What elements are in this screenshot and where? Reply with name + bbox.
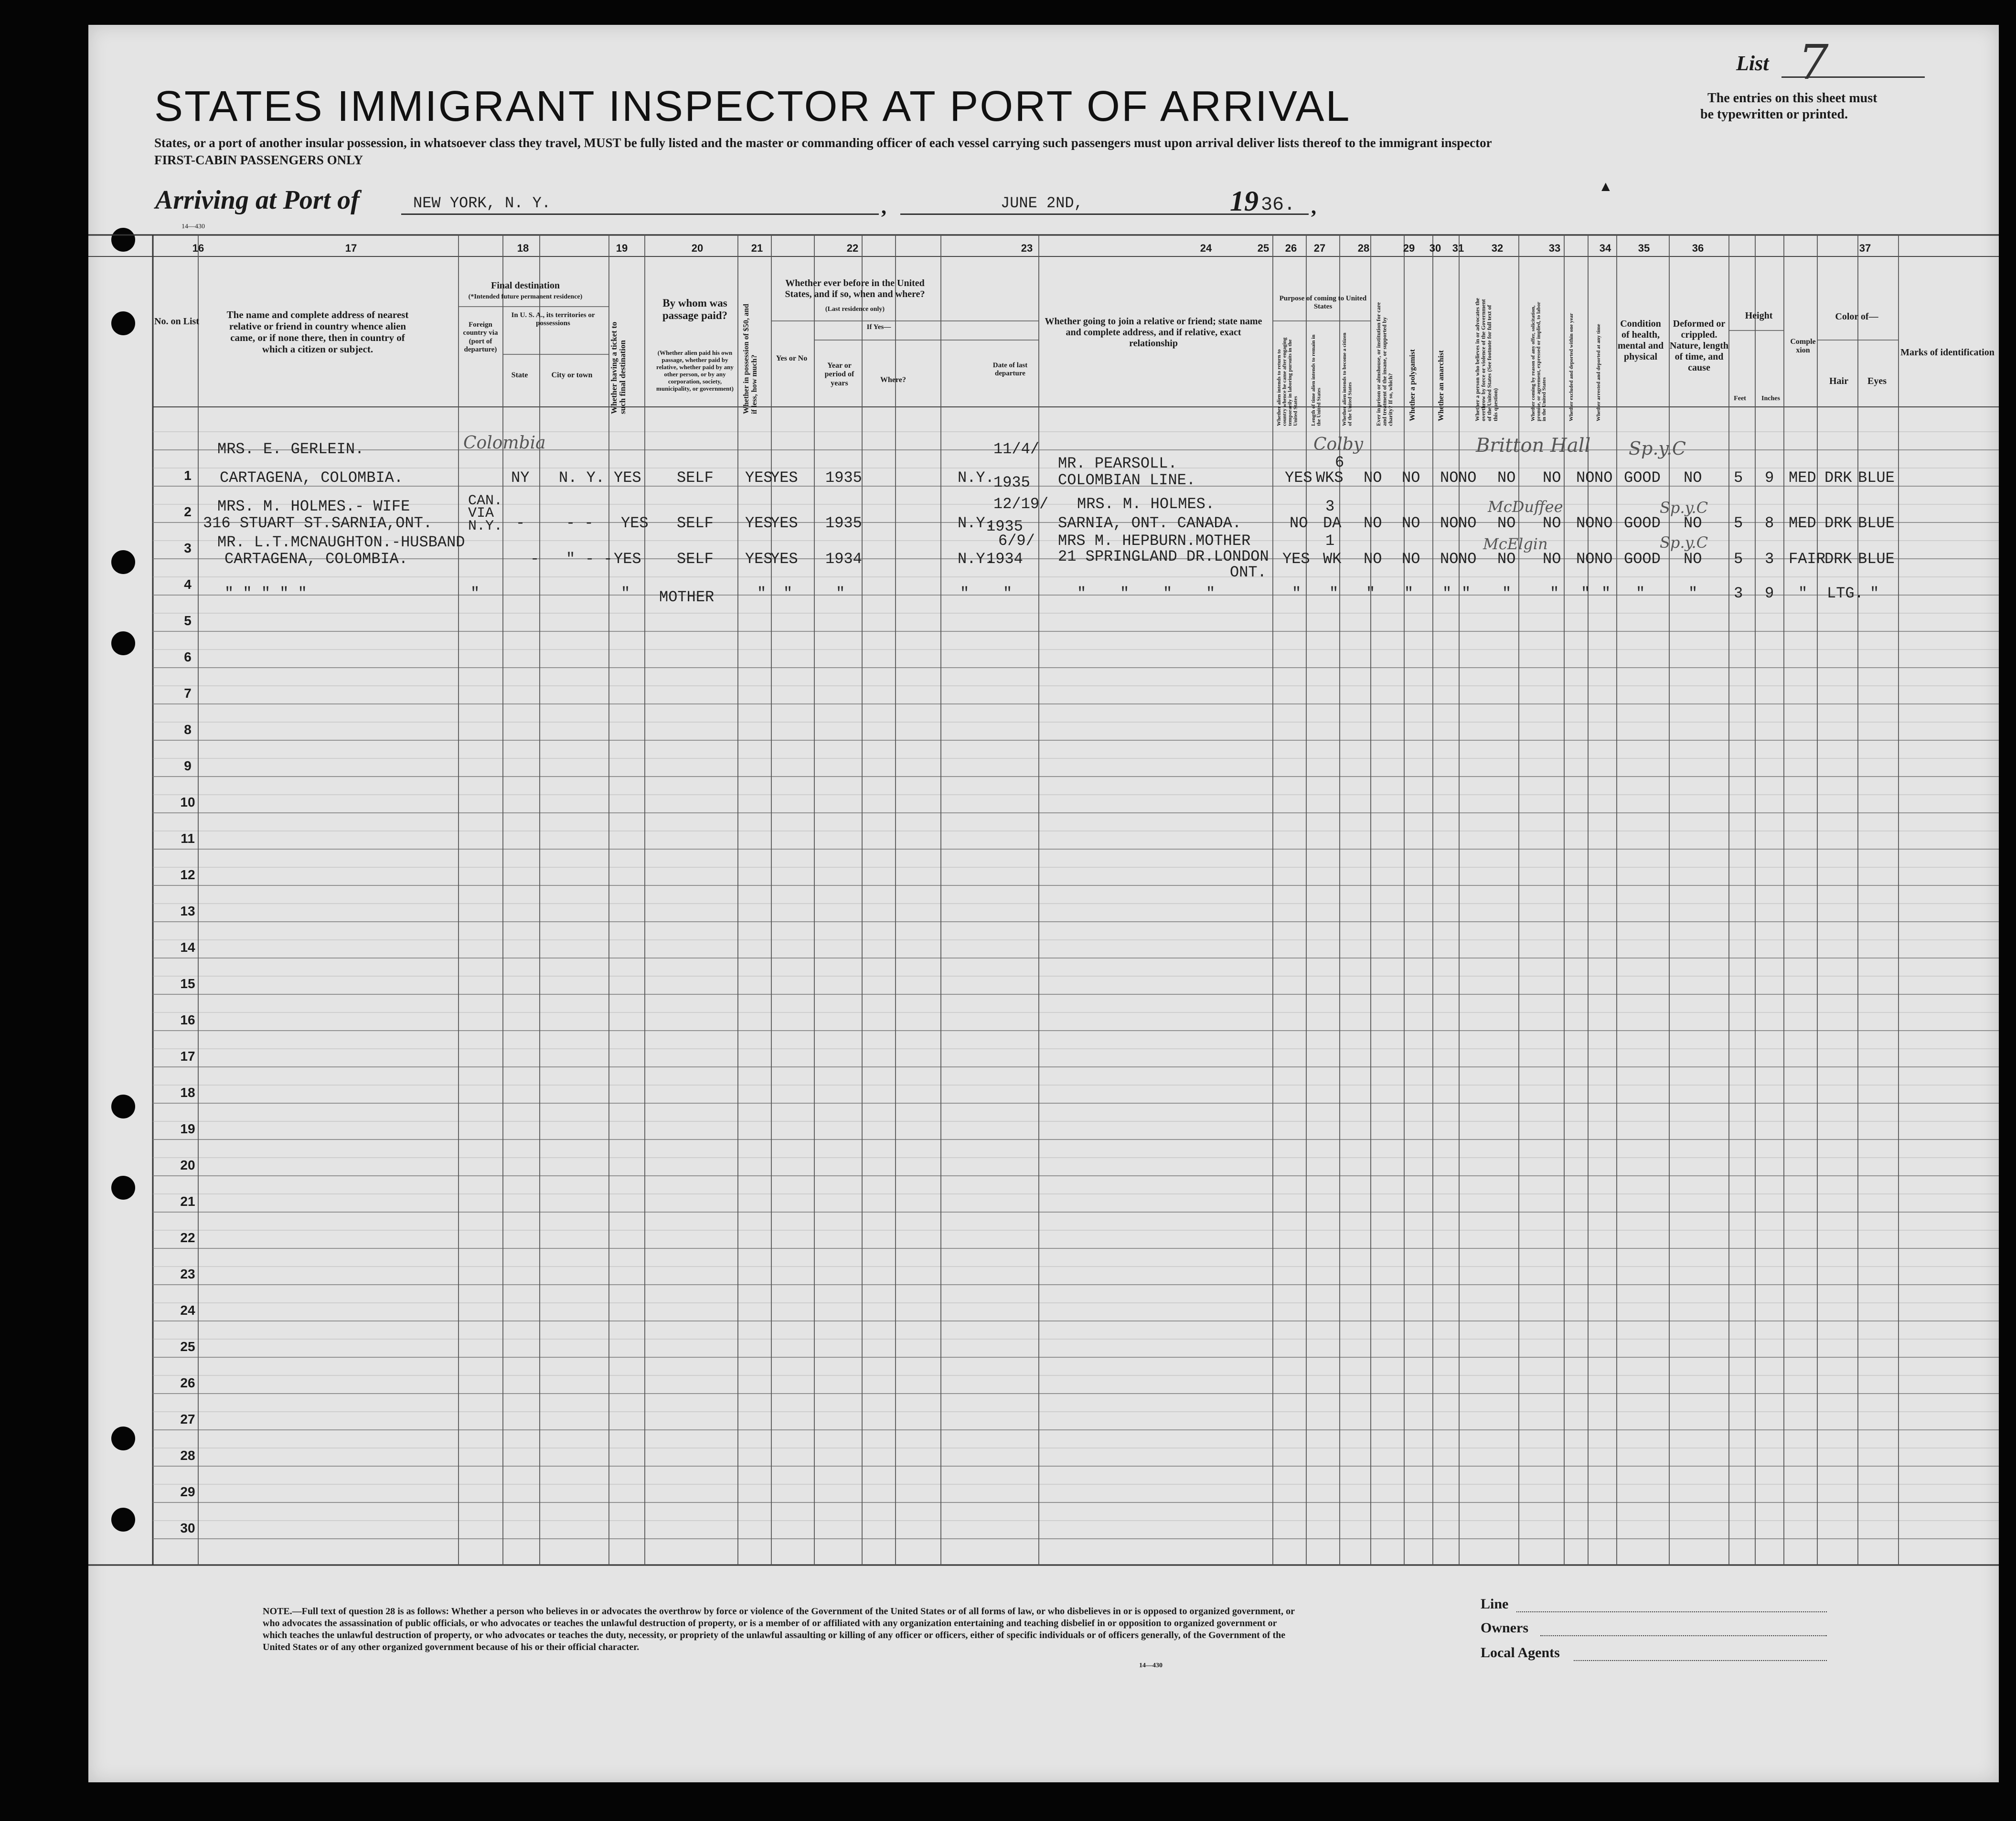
colnum-26: 26 — [1285, 242, 1297, 254]
row3-before: YES — [770, 550, 798, 568]
row-number: 12 — [180, 867, 195, 882]
colnum-37: 37 — [1859, 242, 1871, 254]
row3-complexion: FAIR — [1789, 550, 1825, 568]
row-number: 6 — [184, 650, 192, 664]
row-number: 5 — [184, 613, 192, 628]
handwriting-inspector-1: Sp.y.C — [1629, 438, 1686, 459]
row3-city: - - — [585, 550, 613, 568]
header-marks: Marks of identification — [1900, 347, 1995, 358]
row1-relative-address: CARTAGENA, COLOMBIA. — [220, 469, 404, 487]
manifest-grid — [88, 25, 1999, 1782]
row1-hair: DRK — [1824, 469, 1852, 487]
header-arrested: Whether arrested and deported at any time — [1596, 324, 1601, 421]
row4-hair: LTG. — [1827, 585, 1864, 602]
row4-ditto-ticket: " — [621, 585, 630, 602]
header-purpose-citizen: Whether alien intends to become a citizen of the United States — [1342, 332, 1353, 426]
row4-ditto-overthrow: " — [1502, 585, 1512, 602]
row-number: 26 — [180, 1375, 195, 1390]
header-state: State — [511, 371, 528, 379]
row-number: 27 — [180, 1412, 195, 1427]
colnum-32: 32 — [1491, 242, 1504, 254]
list-label: List — [1736, 52, 1769, 75]
colnum-31: 31 — [1452, 242, 1464, 254]
row2-city: - - — [566, 514, 594, 532]
row3-relative-address: CARTAGENA, COLOMBIA. — [224, 550, 408, 568]
header-fifty-dollars: Whether in possession of $50, and if less, how much? — [742, 304, 758, 414]
row4-ditto-length: " — [1329, 585, 1339, 602]
row1-foreign-handwritten: Colombia — [463, 433, 546, 453]
row2-date-bottom: 1935 — [986, 518, 1023, 535]
row4-ditto-arrested: " — [1601, 585, 1611, 602]
colnum-21: 21 — [751, 242, 763, 254]
row2-inches: 8 — [1765, 514, 1774, 532]
row4-ditto-eyes: " — [1870, 585, 1879, 602]
row2-relative-address: 316 STUART ST.SARNIA,ONT. — [203, 514, 433, 532]
row4-ditto-anarchist: " — [1461, 585, 1471, 602]
handwriting-name-row2: McDuffee — [1488, 498, 1563, 516]
row4-ditto-polygamist: " — [1442, 585, 1452, 602]
row4-ditto-foreign: " — [470, 585, 480, 602]
footer-line-label: Line — [1481, 1596, 1509, 1612]
header-city: City or town — [551, 371, 593, 379]
row1-citizen: NO — [1364, 469, 1382, 487]
colnum-27: 27 — [1313, 242, 1326, 254]
row1-date-bottom: 1935 — [993, 474, 1030, 491]
header-feet: Feet — [1734, 395, 1746, 402]
row-number: 23 — [180, 1267, 195, 1281]
footer-agents-rule — [1574, 1660, 1827, 1661]
row1-length-bottom: WKS — [1316, 469, 1344, 487]
row4-ditto-prison: " — [1404, 585, 1414, 602]
row3-citizen: NO — [1364, 550, 1382, 568]
row4-ditto-before: " — [783, 585, 793, 602]
row3-paid: SELF — [677, 550, 714, 568]
header-ever-before: Whether ever before in the United States, and if so, when and where? — [785, 278, 925, 299]
row2-length-top: 3 — [1325, 498, 1335, 515]
colnum-35: 35 — [1638, 242, 1650, 254]
row-number: 24 — [180, 1303, 195, 1318]
header-height: Height — [1745, 310, 1773, 321]
row-number: 18 — [180, 1085, 195, 1100]
row1-arrested: NO — [1594, 469, 1613, 487]
handwriting-name-row3: McElgin — [1483, 535, 1548, 553]
row2-paid: SELF — [677, 514, 714, 532]
row2-foreign-bottom: VIA N.Y. — [468, 505, 503, 534]
row-number: 29 — [180, 1484, 195, 1499]
row3-ticket: YES — [614, 550, 641, 568]
header-in-usa: In U. S. A., its territories or possessions — [511, 311, 595, 328]
row4-ditto-purpose: " — [1292, 585, 1301, 602]
row2-complexion: MED — [1789, 514, 1816, 532]
header-ever-before-sub: (Last residence only) — [825, 306, 885, 313]
row2-prison: NO — [1402, 514, 1420, 532]
row4-ditto-fifty: " — [757, 585, 767, 602]
colnum-25: 25 — [1257, 242, 1269, 254]
row-number: 28 — [180, 1448, 195, 1463]
row4-ditto-name: " " " " " — [224, 585, 307, 602]
row3-overthrow: NO — [1497, 550, 1516, 568]
header-inches: Inches — [1761, 395, 1780, 402]
header-prison: Ever in prison or almshouse, or institution for care and treatment of the insane, or supported by charity? If so, which? — [1375, 302, 1394, 426]
row4-ditto-offer: " — [1550, 585, 1559, 602]
row1-eyes: BLUE — [1858, 469, 1895, 487]
header-going-to-join: Whether going to join a relative or friend; state name and complete address, and if relative, exact relationship — [1045, 316, 1262, 349]
row2-state: - — [516, 514, 525, 532]
row-number: 16 — [180, 1012, 195, 1027]
row2-year: 1935 — [825, 514, 862, 532]
row1-before: YES — [770, 469, 798, 487]
row4-ditto-join-2: " — [1120, 585, 1130, 602]
row1-length-top: 6 — [1335, 454, 1344, 471]
colnum-28: 28 — [1357, 242, 1370, 254]
row2-before: YES — [770, 514, 798, 532]
header-anarchist: Whether an anarchist — [1437, 350, 1445, 421]
row2-ticket: YES — [621, 514, 649, 532]
row2-health: GOOD — [1624, 514, 1661, 532]
row2-eyes: BLUE — [1858, 514, 1895, 532]
year-prefix: 19 — [1230, 185, 1259, 217]
row4-ditto-join-1: " — [1077, 585, 1087, 602]
row2-relative-name: MRS. M. HOLMES.- WIFE — [217, 498, 410, 515]
row-number: 7 — [184, 686, 192, 701]
row3-deformed: NO — [1684, 550, 1702, 568]
row3-where: N.Y. — [958, 550, 994, 568]
page-title: STATES IMMIGRANT INSPECTOR AT PORT OF ARRIVAL — [154, 83, 1351, 130]
header-relative: The name and complete address of nearest relative or friend in country whence alien came, or if none there, then in country of which a citizen or subject. — [226, 309, 409, 355]
row4-ditto-health: " — [1636, 585, 1645, 602]
pin-mark: ▲ — [1599, 179, 1613, 194]
form-code: 14—430 — [181, 223, 205, 230]
row-number: 1 — [184, 468, 192, 483]
row2-length-bottom: DA — [1323, 514, 1342, 532]
row2-excluded: NO — [1576, 514, 1595, 532]
row1-fifty: YES — [745, 469, 773, 487]
row-number: 15 — [180, 976, 195, 991]
row3-prison: NO — [1402, 550, 1420, 568]
colnum-17: 17 — [345, 242, 357, 254]
header-polygamist: Whether a polygamist — [1408, 349, 1417, 421]
row-number: 9 — [184, 758, 192, 773]
colnum-34: 34 — [1599, 242, 1611, 254]
row1-prison: NO — [1402, 469, 1420, 487]
row1-ticket: YES — [614, 469, 641, 487]
header-excluded: Whether excluded and deported within one year — [1568, 313, 1574, 421]
row1-feet: 5 — [1734, 469, 1743, 487]
row4-ditto-where: " — [960, 585, 970, 602]
header-date-departure: Date of last departure — [992, 362, 1028, 378]
row2-join-top: MRS. M. HOLMES. — [1077, 495, 1215, 513]
row-number: 3 — [184, 541, 192, 555]
row3-length-top: 1 — [1325, 532, 1335, 550]
comma-1: , — [881, 195, 886, 218]
footer-line-rule — [1516, 1611, 1827, 1612]
row3-join-top: MRS M. HEPBURN.MOTHER — [1058, 532, 1251, 550]
header-no-on-list: No. on List — [154, 316, 199, 327]
row2-polygamist: NO — [1440, 514, 1459, 532]
row3-purpose: YES — [1282, 550, 1310, 568]
header-foreign-country: Foreign country via (port of departure) — [463, 321, 498, 353]
colnum-19: 19 — [616, 242, 628, 254]
arriving-label: Arriving at Port of — [155, 185, 360, 215]
row1-city: N. Y. — [559, 469, 605, 487]
row4-ditto-complexion: " — [1798, 585, 1808, 602]
header-eyes: Eyes — [1867, 376, 1887, 386]
handwriting-inspector-3: Sp.y.C — [1660, 533, 1708, 552]
header-final-destination-sub: (*Intended future permanent residence) — [468, 293, 583, 300]
row1-purpose: YES — [1285, 469, 1312, 487]
handwriting-length-annotation: Colby — [1313, 435, 1364, 454]
colnum-22: 22 — [846, 242, 859, 254]
row3-inches: 3 — [1765, 550, 1774, 568]
row3-join-extra: ONT. — [1230, 564, 1267, 581]
header-purpose: Purpose of coming to United States — [1279, 295, 1367, 311]
colnum-18: 18 — [517, 242, 529, 254]
row2-citizen: NO — [1364, 514, 1382, 532]
row1-anarchist: NO — [1458, 469, 1477, 487]
row3-arrested: NO — [1594, 550, 1613, 568]
row4-ditto-excluded: " — [1581, 585, 1590, 602]
footer-agents-label: Local Agents — [1481, 1645, 1560, 1661]
row3-year: 1934 — [825, 550, 862, 568]
row2-feet: 5 — [1734, 514, 1743, 532]
row1-health: GOOD — [1624, 469, 1661, 487]
header-ticket: Whether having a ticket to such final destination — [609, 321, 627, 414]
header-deformed: Deformed or crippled. Nature, length of time, and cause — [1670, 319, 1728, 373]
row4-ditto-citizen: " — [1366, 585, 1376, 602]
date-value: JUNE 2ND, — [1001, 194, 1083, 212]
header-hair: Hair — [1829, 376, 1848, 386]
row3-join-bottom: 21 SPRINGLAND DR.LONDON — [1058, 548, 1269, 565]
row4-ditto-join-4: " — [1206, 585, 1216, 602]
header-final-destination: Final destination — [491, 280, 560, 291]
colnum-24: 24 — [1200, 242, 1212, 254]
instructions-line1: The entries on this sheet must — [1707, 91, 1877, 106]
row1-join-top: MR. PEARSOLL. — [1058, 455, 1177, 472]
row-number: 20 — [180, 1158, 195, 1172]
header-year: Year or period of years — [824, 362, 854, 387]
row1-relative-name: MRS. E. GERLEIN. — [217, 440, 364, 458]
handwriting-name-annotation: Britton Hall — [1476, 435, 1591, 457]
row2-foreign-top: CAN. — [468, 493, 503, 509]
row-number: 21 — [180, 1194, 195, 1209]
subtitle-line1: States, or a port of another insular possession, in whatsoever class they travel, MUST be fully listed and the master or commanding officer of each vessel carrying such passengers must upon arrival deliver lists thereof to the immigrant inspector — [154, 136, 1492, 150]
row3-date-bottom: 1934 — [986, 550, 1023, 568]
manifest-sheet — [88, 25, 1999, 1782]
footer-owners-rule — [1540, 1635, 1827, 1636]
row2-hair: DRK — [1824, 514, 1852, 532]
row2-purpose: NO — [1290, 514, 1308, 532]
footer-owners-label: Owners — [1481, 1620, 1528, 1636]
header-yes-no: Yes or No — [776, 354, 808, 362]
row1-year: 1935 — [825, 469, 862, 487]
header-health: Condition of health, mental and physical — [1617, 319, 1664, 362]
row-number: 13 — [180, 904, 195, 918]
row2-date-top: 12/19/ — [993, 495, 1049, 513]
row-number: 30 — [180, 1521, 195, 1535]
row-number: 4 — [184, 577, 192, 592]
row3-feet: 5 — [1734, 550, 1743, 568]
row4-ditto-deformed: " — [1688, 585, 1698, 602]
header-purpose-return: Whether alien intends to return to country whence he came after engaging temporarily in laboring pursuits in the United States — [1276, 337, 1299, 426]
row2-where: N.Y. — [958, 514, 994, 532]
handwriting-inspector-2: Sp.y.C — [1660, 499, 1708, 517]
row-number: 8 — [184, 722, 192, 737]
row1-state: NY — [511, 469, 530, 487]
row1-where: N.Y. — [958, 469, 994, 487]
row3-hair: DRK — [1824, 550, 1852, 568]
port-value: NEW YORK, N. Y. — [413, 194, 551, 212]
row2-arrested: NO — [1594, 514, 1613, 532]
row2-fifty: YES — [745, 514, 773, 532]
row-number: 2 — [184, 504, 192, 519]
row2-deformed: NO — [1684, 514, 1702, 532]
colnum-33: 33 — [1548, 242, 1561, 254]
colnum-30: 30 — [1429, 242, 1441, 254]
row3-date-top: 6/9/ — [998, 532, 1035, 550]
header-if-yes: If Yes— — [866, 323, 891, 331]
row1-inches: 9 — [1765, 469, 1774, 487]
row-number: 25 — [180, 1339, 195, 1354]
colnum-20: 20 — [691, 242, 704, 254]
colnum-23: 23 — [1021, 242, 1033, 254]
row1-complexion: MED — [1789, 469, 1816, 487]
row-number: 17 — [180, 1049, 195, 1064]
row4-ditto-date: " — [1003, 585, 1013, 602]
row3-foreign: " — [566, 550, 576, 568]
row4-ditto-join-3: " — [1163, 585, 1173, 602]
row4-inches: 9 — [1765, 585, 1774, 602]
header-where: Where? — [880, 376, 906, 384]
colnum-36: 36 — [1692, 242, 1704, 254]
row1-excluded: NO — [1576, 469, 1595, 487]
year-suffix: 36. — [1261, 194, 1296, 216]
colnum-29: 29 — [1403, 242, 1415, 254]
row1-join-bottom: COLOMBIAN LINE. — [1058, 471, 1196, 489]
row1-deformed: NO — [1684, 469, 1702, 487]
header-overthrow: Whether a person who believes in or advocates the overthrow by force or violence of the Government of the United States (See footnote for full text of this question) — [1474, 298, 1499, 421]
row1-polygamist: NO — [1440, 469, 1459, 487]
subtitle-line2: FIRST-CABIN PASSENGERS ONLY — [154, 153, 363, 167]
row2-join-bottom: SARNIA, ONT. CANADA. — [1058, 514, 1242, 532]
footer-code: 14—430 — [1139, 1662, 1163, 1669]
row3-anarchist: NO — [1458, 550, 1477, 568]
row-number: 19 — [180, 1121, 195, 1136]
row4-feet: 3 — [1734, 585, 1743, 602]
header-color-of: Color of— — [1835, 311, 1878, 322]
row1-paid: SELF — [677, 469, 714, 487]
row-number: 10 — [180, 795, 195, 809]
row1-date-top: 11/4/ — [993, 440, 1040, 458]
row3-health: GOOD — [1624, 550, 1661, 568]
row2-overthrow: NO — [1497, 514, 1516, 532]
instructions-line2: be typewritten or printed. — [1700, 107, 1848, 122]
header-by-whom: By whom was passage paid? — [662, 297, 728, 322]
colnum-16: 16 — [192, 242, 204, 254]
header-complexion: Complexion — [1790, 338, 1816, 355]
row1-offer: NO — [1543, 469, 1561, 487]
row2-anarchist: NO — [1458, 514, 1477, 532]
row3-fifty: YES — [745, 550, 773, 568]
header-by-whom-sub: (Whether alien paid his own passage, whether paid by relative, whether paid by any other person, or by any corporation, society, municipality, or government) — [656, 349, 734, 392]
comma-2: , — [1311, 195, 1316, 218]
row3-excluded: NO — [1576, 550, 1595, 568]
row4-paid: MOTHER — [659, 588, 715, 606]
row3-relative-name: MR. L.T.MCNAUGHTON.-HUSBAND — [217, 533, 465, 551]
row-number: 11 — [181, 831, 195, 846]
row-number: 22 — [180, 1230, 195, 1245]
row3-offer: NO — [1543, 550, 1561, 568]
row3-polygamist: NO — [1440, 550, 1459, 568]
row1-overthrow: NO — [1497, 469, 1516, 487]
row-number: 14 — [180, 940, 195, 955]
row4-ditto-year: " — [836, 585, 845, 602]
header-purpose-length: Length of time alien intends to remain in the United States — [1311, 334, 1322, 426]
footnote: NOTE.—Full text of question 28 is as follows: Whether a person who believes in or advocates the overthrow by force or violence of the Government of the United States or of all forms of law, or who disbelieves in or is opposed to organized government, or who advocates the assassination of public officials, or who advocates or teaches the unlawful destruction of property, or is a member of or affiliated with any organization entertaining and teaching disbelief in or opposition to organized government or which teaches the unlawful destruction of property, or who advocates or teaches the duty, necessity, or propriety of the unlawful assaulting or killing of any officer or officers, either of specific individuals or of officers generally, of the Government of the United States or of any other organized government because of his or their official character. — [263, 1606, 1295, 1652]
row2-offer: NO — [1543, 514, 1561, 532]
row3-state: - — [530, 550, 540, 568]
row3-length-bottom: WK — [1323, 550, 1342, 568]
header-offer: Whether coming by reason of any offer, solicitation, promise, or agreement, expressed or implied, to labor in the United States — [1530, 302, 1547, 421]
list-number: 7 — [1798, 34, 1829, 90]
row3-eyes: BLUE — [1858, 550, 1895, 568]
